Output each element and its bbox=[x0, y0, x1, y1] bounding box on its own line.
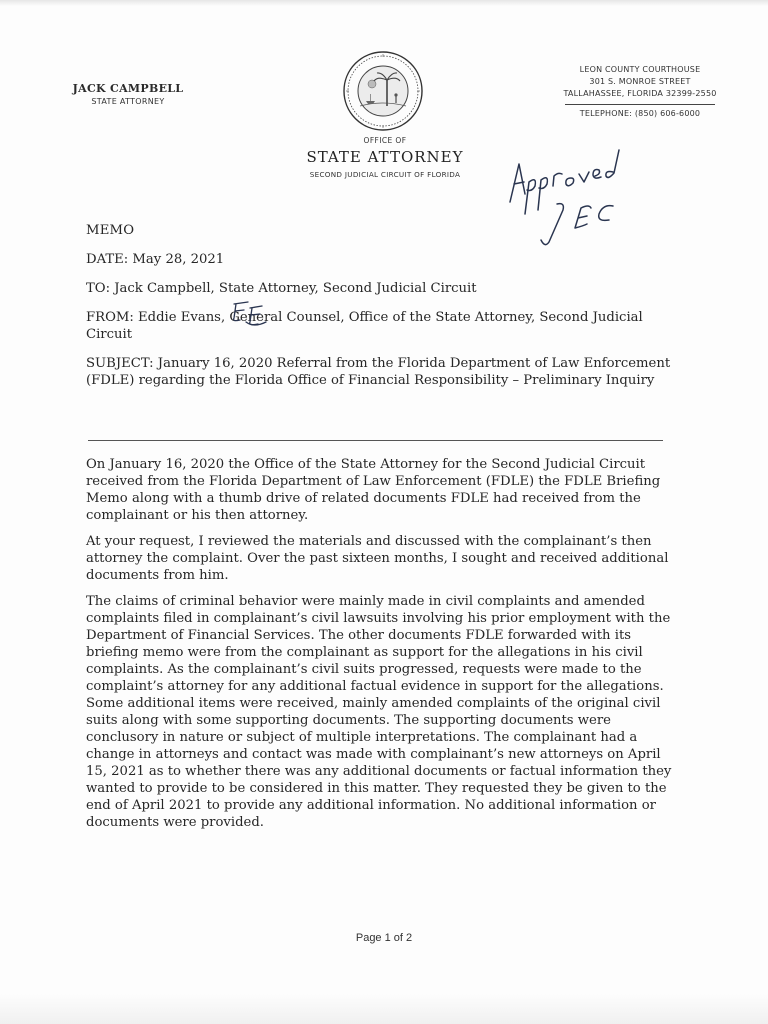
memo-subject: SUBJECT: January 16, 2020 Referral from the Florida Department of Law Enforcement (FDLE) regarding the Florida Office of Financial Responsibility – Preliminary Inquiry bbox=[86, 356, 671, 388]
memo-title: MEMO bbox=[86, 223, 135, 238]
address-line-2: 301 S. MONROE STREET bbox=[589, 77, 691, 86]
telephone: TELEPHONE: (850) 606-6000 bbox=[579, 109, 701, 118]
letterhead-right bbox=[540, 64, 740, 120]
memo-from: FROM: Eddie Evans, General Counsel, Office of the State Attorney, Second Judicial Circuit bbox=[86, 310, 643, 342]
from-initials-handwriting bbox=[228, 298, 274, 330]
body-paragraph-1: On January 16, 2020 the Office of the State Attorney for the Second Judicial Circuit received from the Florida Department of Law Enforcement (FDLE) the FDLE Briefing Memo along with a thumb drive of related documents FDLE had received from the complainant or his then attorney. bbox=[86, 457, 661, 523]
header-divider bbox=[88, 440, 663, 441]
address-line-3: TALLAHASSEE, FLORIDA 32399-2550 bbox=[563, 89, 717, 98]
body-paragraph-2: At your request, I reviewed the materials and discussed with the complainant’s then attorney the complaint. Over the past sixteen months, I sought and received additional documents from him. bbox=[86, 534, 669, 583]
address-divider bbox=[565, 104, 715, 105]
office-block bbox=[280, 136, 490, 179]
office-name: STATE ATTORNEY bbox=[306, 148, 464, 166]
office-subtitle: SECOND JUDICIAL CIRCUIT OF FLORIDA bbox=[309, 170, 461, 179]
memo-header bbox=[86, 222, 676, 399]
page-number: Page 1 of 2 bbox=[355, 932, 413, 944]
office-of-label: OFFICE OF bbox=[363, 136, 407, 145]
body-paragraph-3: The claims of criminal behavior were mainly made in civil complaints and amended complaints filed in complainant’s civil lawsuits involving his prior employment with the Department of Financial Services. The other documents FDLE forwarded with its briefing memo were from the complainant as support for the allegations in his civil complaints. As the complainant’s civil suits progressed, requests were made to the complaint’s attorney for any additional factual evidence in support for the allegations. Some additional items were received, mainly amended complaints of the original civil suits along with some supporting documents. The supporting documents were conclusory in nature or subject of multiple interpretations. The complainant had a change in attorneys and contact was made with complainant’s new attorneys on April 15, 2021 as to whether there was any additional documents or factual information they wanted to provide to be considered in this matter. They requested they be given to the end of April 2021 to provide any additional information. No additional information or documents were provided. bbox=[86, 594, 672, 830]
florida-seal-icon bbox=[342, 50, 424, 132]
address-line-1: LEON COUNTY COURTHOUSE bbox=[579, 65, 701, 74]
memo-to: TO: Jack Campbell, State Attorney, Second Judicial Circuit bbox=[86, 281, 477, 296]
memo-date: DATE: May 28, 2021 bbox=[86, 252, 225, 267]
state-attorney-title: STATE ATTORNEY bbox=[91, 97, 165, 106]
state-attorney-name: JACK CAMPBELL bbox=[72, 82, 184, 95]
letterhead-left bbox=[58, 82, 198, 106]
scan-edge-top bbox=[0, 0, 768, 6]
scan-edge-bottom bbox=[0, 994, 768, 1024]
memo-body bbox=[86, 456, 676, 840]
